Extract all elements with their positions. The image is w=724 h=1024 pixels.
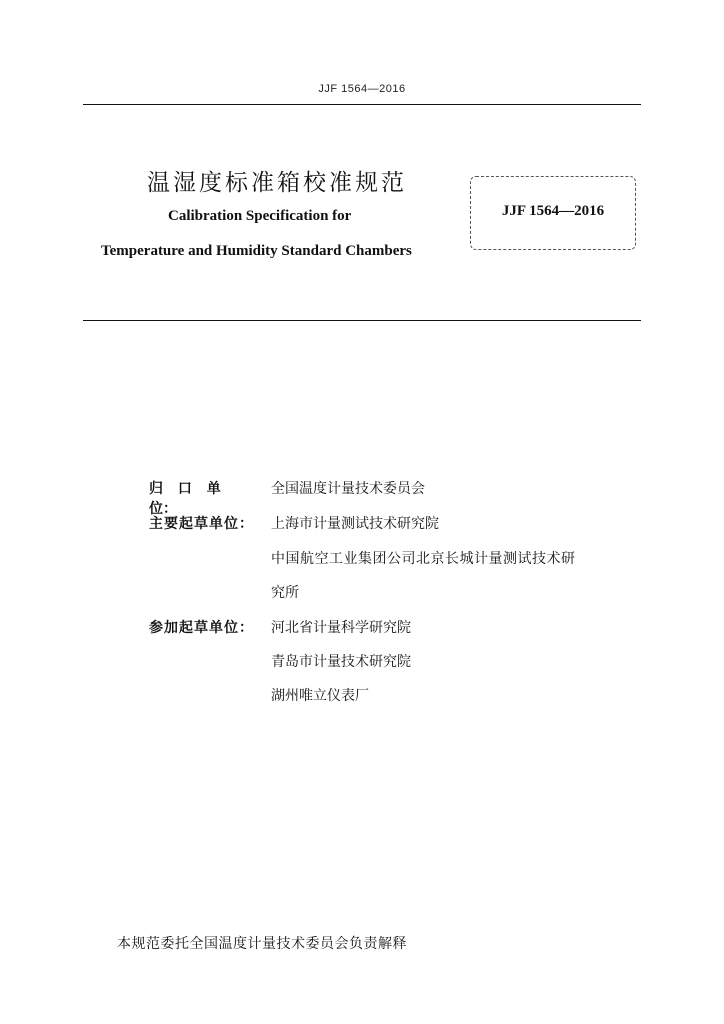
- responsible-unit-label: [149, 479, 257, 519]
- participating-drafter-1: 河北省计量科学研究院: [271, 620, 411, 636]
- responsible-unit-label-text: 归 口 单 位: [149, 481, 221, 517]
- responsible-unit-value: 全国温度计量技术委员会: [271, 481, 425, 497]
- middle-rule: [83, 320, 641, 321]
- participating-drafters-label: [149, 618, 257, 638]
- main-drafters-label-text: 主要起草单位: [149, 516, 239, 532]
- title-english-line-2: Temperature and Humidity Standard Chambers: [101, 243, 412, 259]
- document-code-header: JJF 1564—2016: [318, 83, 406, 95]
- responsible-unit-colon: ：: [163, 501, 177, 517]
- code-box-text: JJF 1564—2016: [501, 203, 605, 219]
- participating-drafter-2: 青岛市计量技术研究院: [271, 654, 411, 670]
- title-english-line-1: Calibration Specification for: [168, 208, 352, 224]
- top-rule: [83, 104, 641, 105]
- footer-note: 本规范委托全国温度计量技术委员会负责解释: [117, 936, 407, 952]
- main-drafters-label: [149, 514, 257, 534]
- main-drafter-1: 上海市计量测试技术研究院: [271, 516, 439, 532]
- title-chinese: 温湿度标准箱校准规范: [147, 170, 407, 196]
- participating-drafter-3: 湖州唯立仪表厂: [271, 688, 369, 704]
- participating-drafters-label-text: 参加起草单位: [149, 620, 239, 636]
- main-drafters-colon: ：: [239, 516, 253, 532]
- main-drafter-2: 中国航空工业集团公司北京长城计量测试技术研: [271, 551, 576, 567]
- main-drafter-2-continued: 究所: [271, 585, 299, 601]
- participating-drafters-colon: ：: [239, 620, 253, 636]
